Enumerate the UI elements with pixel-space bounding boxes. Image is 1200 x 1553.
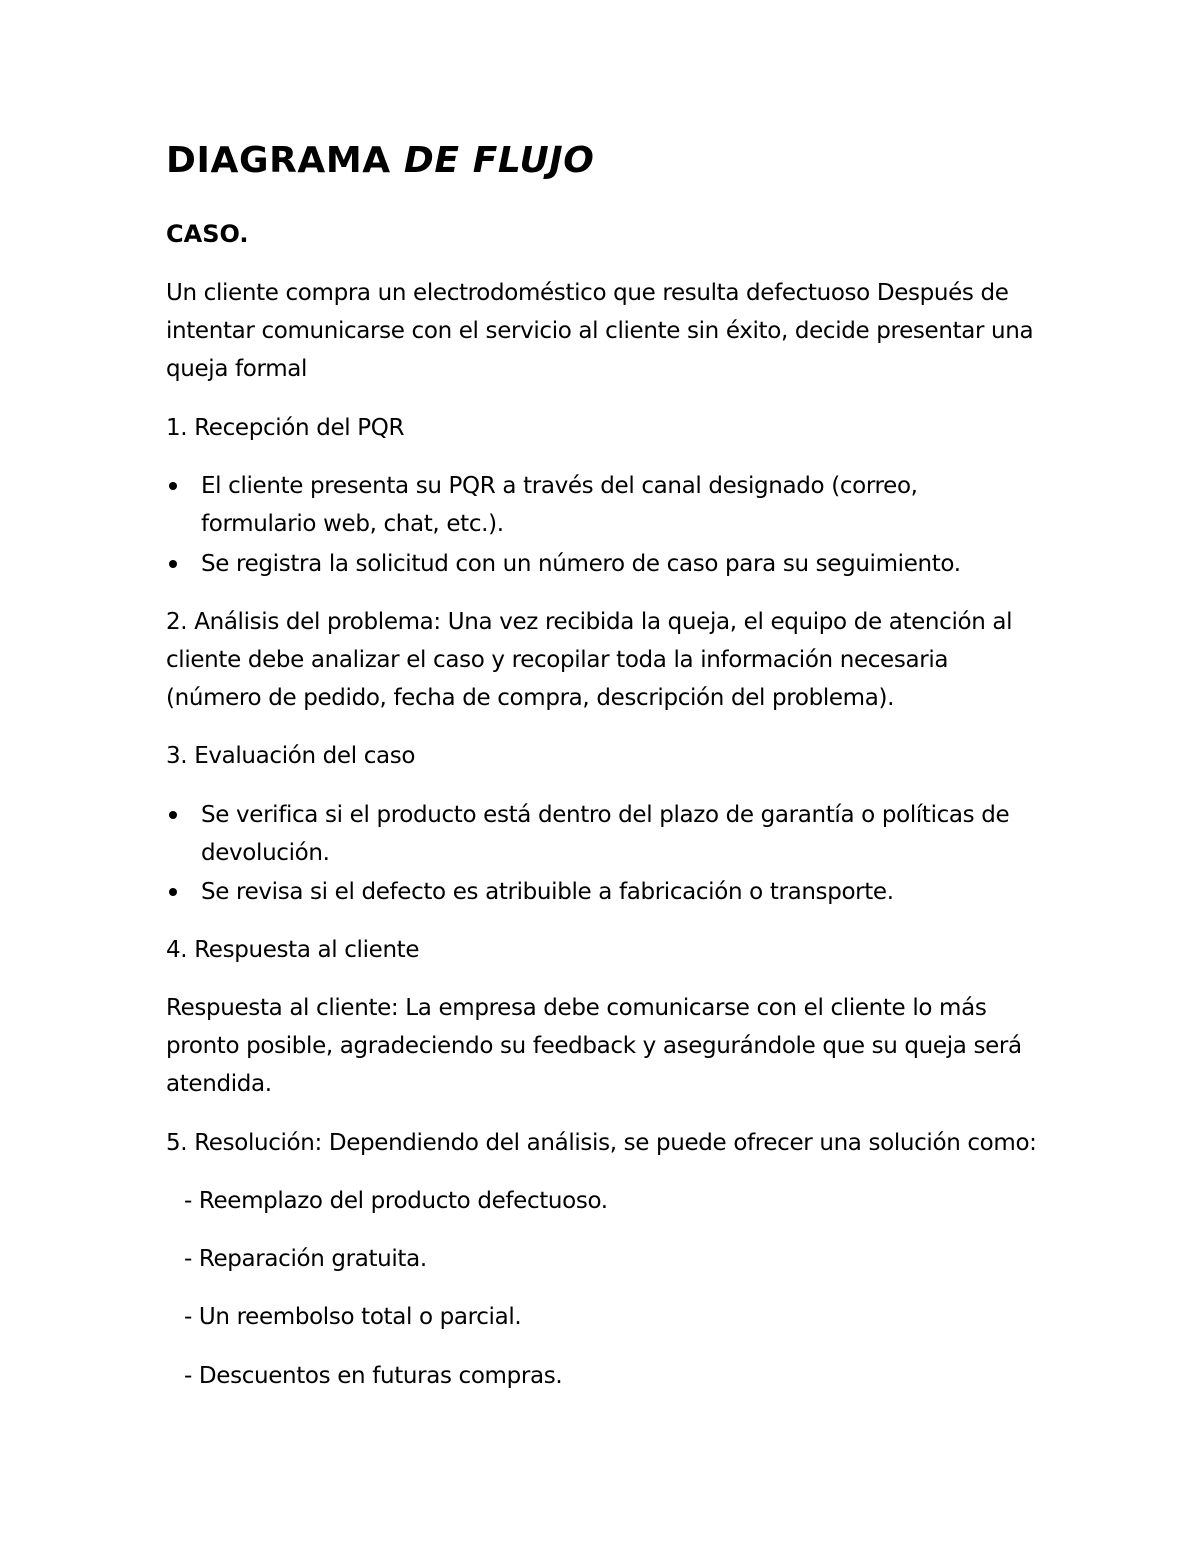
document-title	[166, 138, 595, 184]
step3-heading: 3. Evaluación del caso	[166, 743, 416, 769]
bullet-icon	[169, 811, 177, 819]
step3-bullet1-line2: devolución.	[201, 840, 330, 866]
step2-line-3: (número de pedido, fecha de compra, descripción del problema).	[166, 685, 895, 711]
step5-heading: 5. Resolución: Dependiendo del análisis, se puede ofrecer una solución como:	[166, 1130, 1037, 1156]
step1-bullet2: Se registra la solicitud con un número de caso para su seguimiento.	[201, 551, 961, 577]
step1-bullet1-line2: formulario web, chat, etc.).	[201, 511, 504, 537]
step4-line-2: pronto posible, agradeciendo su feedback y asegurándole que su queja será	[166, 1033, 1022, 1059]
step5-option-4: - Descuentos en futuras compras.	[184, 1363, 563, 1389]
title-part-2: DE FLUJO	[403, 140, 595, 181]
step2-line-1: 2. Análisis del problema: Una vez recibida la queja, el equipo de atención al	[166, 609, 1013, 635]
step1-heading: 1. Recepción del PQR	[166, 415, 405, 441]
intro-line-3: queja formal	[166, 356, 308, 382]
step3-bullet2: Se revisa si el defecto es atribuible a fabricación o transporte.	[201, 879, 894, 905]
step3-bullet1-line1: Se verifica si el producto está dentro del plazo de garantía o políticas de	[201, 802, 1010, 828]
step4-line-1: Respuesta al cliente: La empresa debe comunicarse con el cliente lo más	[166, 995, 987, 1021]
case-heading: CASO.	[166, 220, 249, 248]
step1-bullet1-line1: El cliente presenta su PQR a través del canal designado (correo,	[201, 473, 918, 499]
step5-option-2: - Reparación gratuita.	[184, 1246, 427, 1272]
intro-line-2: intentar comunicarse con el servicio al cliente sin éxito, decide presentar una	[166, 318, 1034, 344]
bullet-icon	[169, 482, 177, 490]
step4-line-3: atendida.	[166, 1071, 272, 1097]
step4-heading: 4. Respuesta al cliente	[166, 937, 420, 963]
bullet-icon	[169, 560, 177, 568]
step5-option-3: - Un reembolso total o parcial.	[184, 1304, 522, 1330]
title-part-1: DIAGRAMA	[166, 140, 391, 181]
step2-line-2: cliente debe analizar el caso y recopilar toda la información necesaria	[166, 647, 949, 673]
step5-option-1: - Reemplazo del producto defectuoso.	[184, 1188, 608, 1214]
intro-line-1: Un cliente compra un electrodoméstico que resulta defectuoso Después de	[166, 280, 1009, 306]
bullet-icon	[169, 888, 177, 896]
